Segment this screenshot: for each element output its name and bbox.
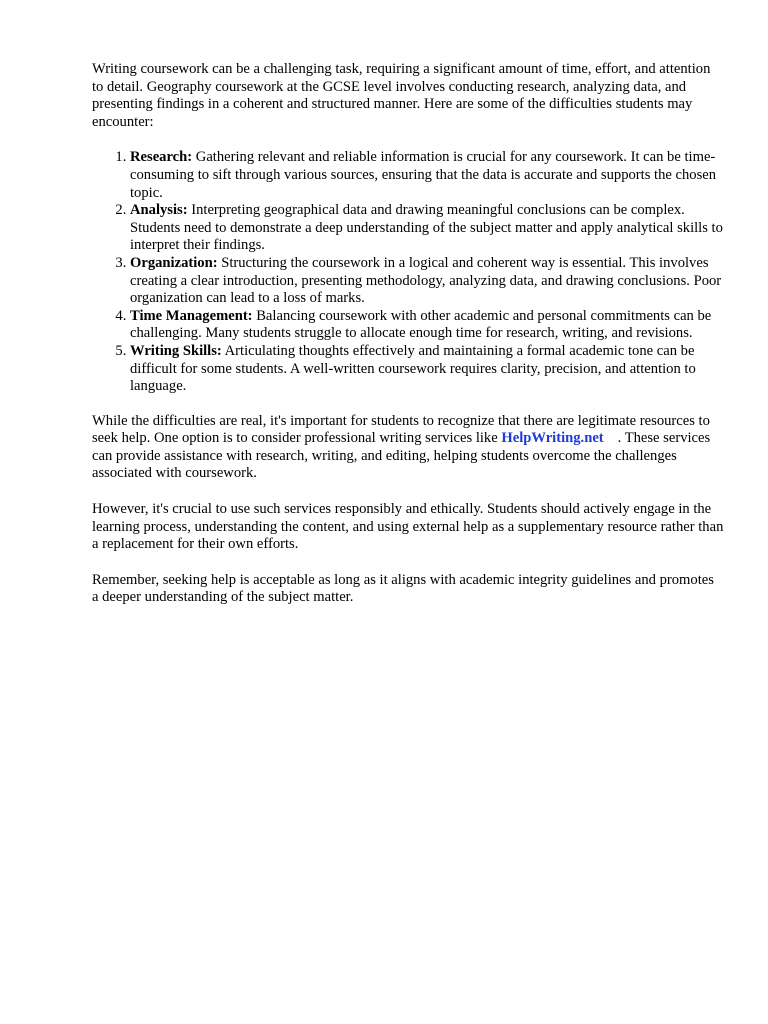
help-paragraph [92,413,724,483]
help-paragraph-before: While the difficulties are real, it's important for students to recognize that there are legitimate resources to seek help. One option is to consider professional writing services like [92,412,710,447]
list-item-text: Structuring the coursework in a logical and coherent way is essential. This involves creating a clear introduction, presenting methodology, analyzing data, and drawing conclusions. Poor organization can lead to a loss of marks. [130,254,722,307]
list-item-text: Balancing coursework with other academic and personal commitments can be challenging. Many students struggle to allocate enough time for research, writing, and revisions. [130,307,712,342]
list-item-text: Gathering relevant and reliable information is crucial for any coursework. It can be time-consuming to sift through various sources, ensuring that the data is accurate and supports the chosen topic. [130,149,717,201]
intro-paragraph: Writing coursework can be a challenging task, requiring a significant amount of time, effort, and attention to detail. Geography coursework at the GCSE level involves conducting research, analyzing data, and presenting findings in a coherent and structured manner. Here are some of the difficulties students may encounter: [92,61,711,130]
list-item [130,343,724,396]
helpwriting-link[interactable]: HelpWriting.net [501,430,604,447]
document-page [92,61,724,625]
ethics-paragraph: However, it's crucial to use such services responsibly and ethically. Students should actively engage in the learning process, understanding the content, and using external help as a supplementary resource rather than a replacement for their own efforts. [92,501,724,553]
list-item-text: Articulating thoughts effectively and maintaining a formal academic tone can be difficult for some students. A well-written coursework requires clarity, precision, and attention to language. [130,342,696,395]
list-item-term: Writing Skills: [130,342,222,359]
list-item-term: Analysis: [130,202,188,219]
list-item [130,308,724,343]
closing-paragraph: Remember, seeking help is acceptable as long as it aligns with academic integrity guidelines and promotes a deeper understanding of the subject matter. [92,571,714,606]
difficulties-list [92,149,724,395]
help-paragraph-after: . These services can provide assistance with research, writing, and editing, helping students overcome the challenges associated with coursework. [92,430,711,482]
list-item-text: Interpreting geographical data and drawing meaningful conclusions can be complex. Students need to demonstrate a deep understanding of the subject matter and apply analytical skills to interpret their findings. [130,202,723,254]
list-item [130,149,724,202]
list-item [130,255,724,308]
list-item-term: Time Management: [130,307,253,324]
list-item-term: Organization: [130,254,218,271]
list-item [130,202,724,255]
list-item-term: Research: [130,149,193,166]
